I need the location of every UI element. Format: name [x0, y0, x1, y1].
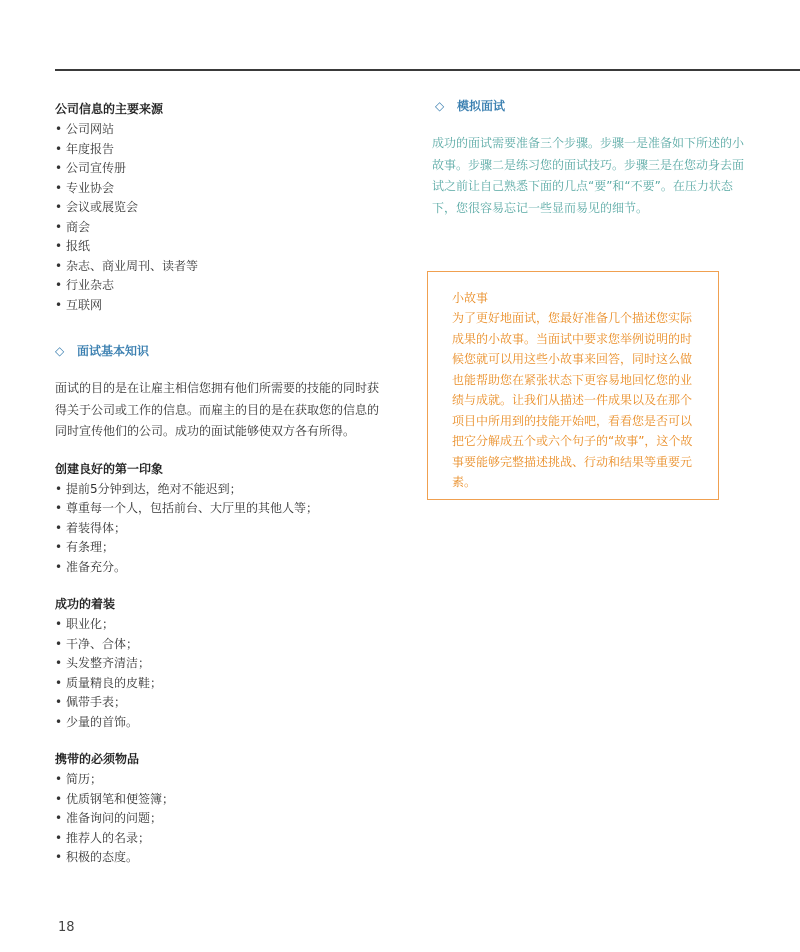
bullet-icon: •	[55, 180, 63, 195]
bullet-icon: •	[55, 481, 63, 496]
list-item-text: 优质钢笔和便签簿；	[66, 791, 175, 806]
list-item-text: 年度报告	[66, 141, 115, 156]
list-item	[55, 615, 385, 635]
bullet-icon: •	[55, 850, 63, 864]
list-item	[55, 140, 385, 160]
impression-heading: 创建良好的第一印象	[55, 461, 164, 476]
items-list	[55, 770, 385, 868]
list-item	[55, 829, 385, 849]
list-item	[55, 237, 385, 257]
bullet-icon: •	[55, 141, 63, 156]
basics-paragraph: 面试的目的是在让雇主相信您拥有他们所需要的技能的同时获得关于公司或工作的信息。而雇主的目的是在获取您的信息的同时宣传他们的公司。成功的面试能够使双方各有所得。	[55, 381, 380, 438]
story-box	[427, 271, 719, 500]
list-item	[55, 179, 385, 199]
list-item-text: 报纸	[66, 239, 91, 253]
list-item-text: 佩带手表；	[66, 695, 127, 709]
right-column	[432, 97, 752, 219]
bullet-icon: •	[55, 811, 63, 825]
list-item-text: 简历；	[66, 772, 103, 786]
list-item-text: 行业杂志	[66, 278, 115, 292]
list-item	[55, 198, 385, 218]
list-item	[55, 558, 385, 578]
list-item	[55, 790, 385, 810]
story-body: 为了更好地面试，您最好准备几个描述您实际成果的小故事。当面试中要求您举例说明的时候您就可以用这些小故事来回答，同时这么做也能帮助您在紧张状态下更容易地回忆您的业绩与成就。让我们从描述一件成果以及在那个项目中所用到的技能开始吧，看看您是否可以把它分解成五个或六个句子的“故事”，这个故事要能够完整描述挑战、行动和结果等重要元素。	[452, 311, 693, 489]
list-item	[55, 693, 385, 713]
list-item-text: 少量的首饰。	[66, 714, 139, 729]
bullet-icon: •	[55, 297, 63, 312]
sources-list	[55, 120, 385, 315]
list-item	[55, 809, 385, 829]
list-item-text: 公司网站	[66, 122, 115, 136]
bullet-icon: •	[55, 636, 63, 651]
basics-title: 面试基本知识	[77, 344, 150, 358]
bullet-icon: •	[55, 656, 63, 670]
mock-title: 模拟面试	[457, 99, 506, 113]
items-heading: 携带的必须物品	[55, 752, 140, 766]
bullet-icon: •	[55, 258, 63, 273]
left-column	[55, 100, 385, 868]
bullet-icon: •	[55, 830, 63, 845]
list-item	[55, 635, 385, 655]
bullet-icon: •	[55, 501, 63, 515]
list-item-text: 积极的态度。	[66, 850, 139, 864]
bullet-icon: •	[55, 559, 63, 574]
list-item-text: 准备充分。	[66, 559, 127, 574]
list-item-text: 提前5分钟到达，绝对不能迟到；	[66, 481, 242, 496]
list-item-text: 着装得体；	[66, 520, 127, 535]
list-item	[55, 276, 385, 296]
list-item-text: 推荐人的名录；	[66, 830, 151, 845]
list-item-text: 尊重每一个人，包括前台、大厅里的其他人等；	[66, 501, 319, 515]
list-item-text: 准备询问的问题；	[66, 811, 163, 825]
bullet-icon: •	[55, 695, 63, 709]
sources-heading: 公司信息的主要来源	[55, 102, 164, 116]
bullet-icon: •	[55, 714, 63, 729]
top-rule	[55, 69, 800, 71]
list-item	[55, 654, 385, 674]
basics-section-title	[55, 342, 385, 360]
list-item-text: 干净、合体；	[66, 636, 139, 651]
mock-section-title	[432, 97, 752, 115]
list-item-text: 商会	[66, 219, 91, 234]
list-item-text: 互联网	[66, 297, 103, 312]
attire-list	[55, 615, 385, 732]
list-item	[55, 218, 385, 238]
page-number: 18	[58, 920, 75, 935]
list-item	[55, 674, 385, 694]
list-item-text: 职业化；	[66, 617, 115, 631]
list-item	[55, 848, 385, 868]
diamond-icon: ◇	[435, 99, 445, 113]
list-item-text: 会议或展览会	[66, 200, 139, 214]
bullet-icon: •	[55, 278, 63, 292]
list-item-text: 有条理；	[66, 540, 115, 554]
list-item	[55, 770, 385, 790]
list-item	[55, 538, 385, 558]
bullet-icon: •	[55, 219, 63, 234]
bullet-icon: •	[55, 520, 63, 535]
list-item	[55, 480, 385, 500]
bullet-icon: •	[55, 200, 63, 214]
impression-list	[55, 480, 385, 578]
bullet-icon: •	[55, 161, 63, 175]
story-title: 小故事	[452, 291, 489, 305]
list-item-text: 杂志、商业周刊、读者等	[66, 258, 199, 273]
list-item	[55, 713, 385, 733]
list-item	[55, 159, 385, 179]
bullet-icon: •	[55, 772, 63, 786]
list-item	[55, 257, 385, 277]
list-item	[55, 296, 385, 316]
attire-heading: 成功的着装	[55, 597, 116, 611]
bullet-icon: •	[55, 239, 63, 253]
bullet-icon: •	[55, 617, 63, 631]
bullet-icon: •	[55, 122, 63, 136]
diamond-icon: ◇	[55, 344, 65, 358]
list-item	[55, 120, 385, 140]
bullet-icon: •	[55, 791, 63, 806]
list-item-text: 质量精良的皮鞋；	[66, 675, 163, 690]
bullet-icon: •	[55, 675, 63, 690]
list-item	[55, 499, 385, 519]
list-item-text: 公司宣传册	[66, 161, 127, 175]
list-item-text: 专业协会	[66, 180, 115, 195]
mock-paragraph: 成功的面试需要准备三个步骤。步骤一是准备如下所述的小故事。步骤二是练习您的面试技巧。步骤三是在您动身去面试之前让自己熟悉下面的几点“要”和“不要”。在压力状态下，您很容易忘记一些显而易见的细节。	[432, 136, 745, 215]
bullet-icon: •	[55, 540, 63, 554]
list-item-text: 头发整齐清洁；	[66, 656, 151, 670]
list-item	[55, 519, 385, 539]
